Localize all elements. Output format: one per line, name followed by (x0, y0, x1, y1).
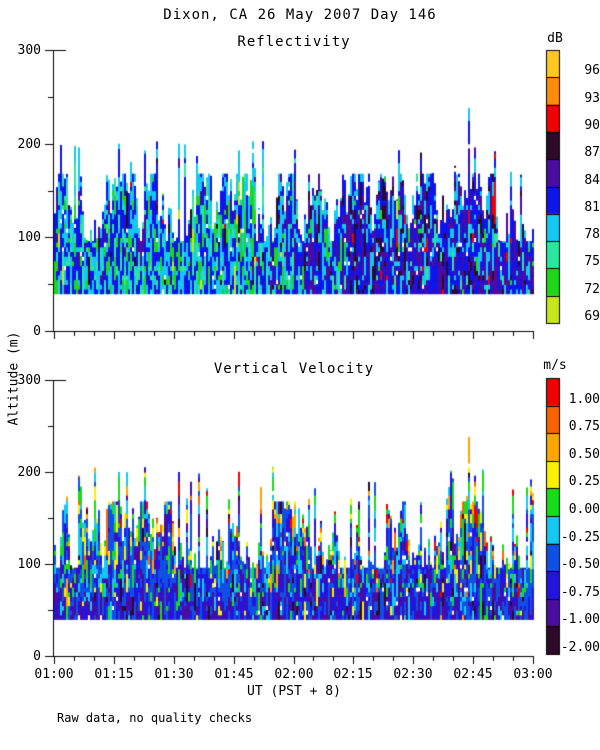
colorbar-tick-label: 69 (584, 309, 600, 324)
reflectivity-panel-title: Reflectivity (237, 34, 351, 50)
colorbar-tick-label: 81 (584, 199, 600, 215)
y-tick-label: 300 (17, 373, 41, 388)
velocity-panel-title: Vertical Velocity (213, 361, 375, 377)
colorbar-tick-label: 90 (584, 117, 600, 133)
colorbar-tick-label: 96 (584, 63, 600, 79)
x-tick-label: 02:15 (333, 667, 373, 682)
y-tick-label: 0 (33, 324, 41, 339)
footer-note: Raw data, no quality checks (57, 711, 253, 725)
x-tick-label: 02:30 (393, 667, 433, 682)
colorbar-tick-label: 75 (584, 254, 600, 270)
colorbar-tick-label: -0.75 (560, 584, 600, 600)
x-tick-label: 01:30 (154, 667, 194, 682)
time-axis-label: UT (PST + 8) (247, 684, 341, 699)
colorbar-tick-label: 78 (584, 227, 600, 243)
x-tick-label: 01:15 (94, 667, 134, 682)
x-tick-label: 02:00 (274, 667, 314, 682)
x-tick-label: 01:45 (214, 667, 254, 682)
x-tick-label: 03:00 (513, 667, 553, 682)
page-title: Dixon, CA 26 May 2007 Day 146 (163, 7, 437, 23)
altitude-axis-label: Altitude (m) (6, 331, 22, 426)
colorbar-tick-label: 0.50 (568, 446, 600, 462)
colorbar-tick-label: 1.00 (568, 391, 600, 407)
colorbar-tick-label: -0.50 (560, 557, 600, 573)
x-tick-label: 01:00 (34, 667, 74, 682)
colorbar-tick-label: 0.00 (568, 502, 600, 517)
db-colorbar-title: dB (547, 31, 563, 46)
colorbar-tick-label: 0.25 (568, 474, 600, 490)
y-tick-label: 300 (17, 43, 41, 58)
colorbar-tick-label: -1.00 (560, 612, 600, 628)
ms-colorbar-title: m/s (543, 358, 567, 373)
colorbar-tick-label: 0.75 (568, 419, 600, 435)
colorbar-tick-label: 93 (584, 90, 600, 106)
x-tick-label: 02:45 (453, 667, 493, 682)
colorbar-tick-label: 87 (584, 145, 600, 161)
colorbar-tick-label: 72 (584, 281, 600, 297)
y-tick-label: 100 (17, 557, 41, 572)
y-tick-label: 200 (17, 137, 41, 152)
colorbar-tick-label: -0.25 (560, 529, 600, 545)
y-tick-label: 0 (33, 649, 41, 664)
y-tick-label: 200 (17, 465, 41, 480)
colorbar-tick-label: 84 (584, 172, 600, 188)
colorbar-tick-label: -2.00 (560, 640, 600, 655)
y-tick-label: 100 (17, 230, 41, 245)
